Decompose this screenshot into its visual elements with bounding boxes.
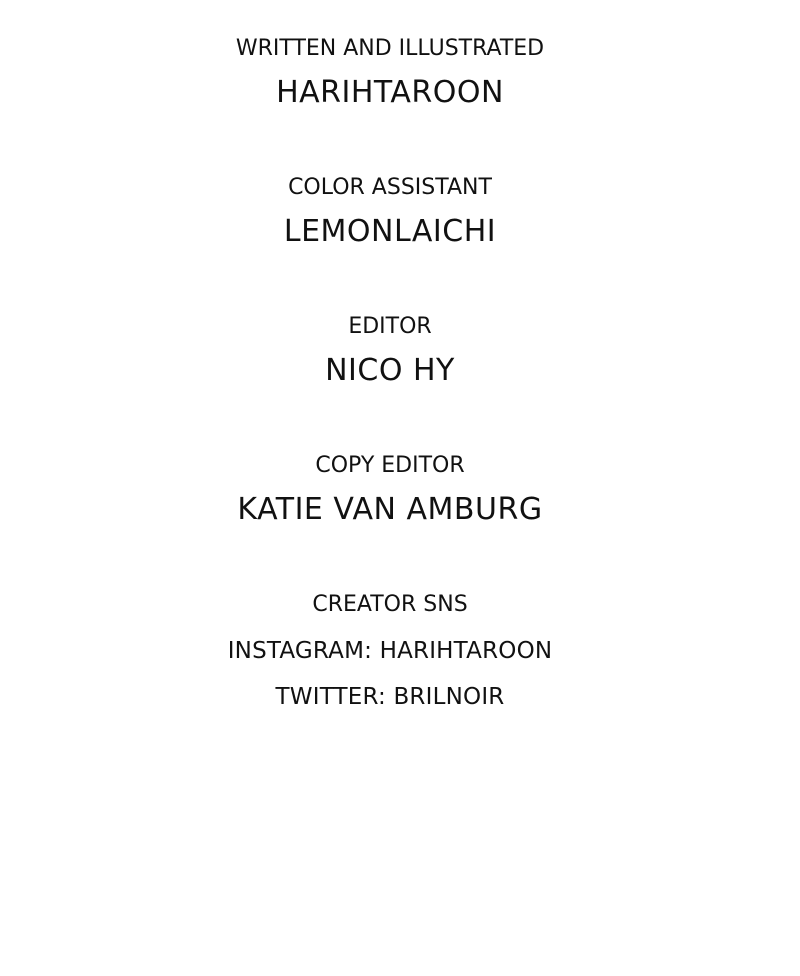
credit-role-written-and-illustrated: WRITTEN AND ILLUSTRATED	[235, 36, 545, 61]
credit-role-copy-editor: COPY EDITOR	[315, 453, 465, 478]
creator-sns-heading: CREATOR SNS	[312, 592, 468, 617]
instagram-handle: INSTAGRAM: HARIHTAROON	[227, 638, 553, 664]
credit-name-katie-van-amburg: KATIE VAN AMBURG	[237, 492, 543, 527]
credit-name-lemonlaichi: LEMONLAICHI	[283, 214, 497, 249]
twitter-handle: TWITTER: BRILNOIR	[275, 684, 505, 710]
credit-role-color-assistant: COLOR ASSISTANT	[288, 175, 492, 200]
credit-role-editor: EDITOR	[348, 314, 432, 339]
credit-name-harihtaroon: HARIHTAROON	[276, 75, 504, 110]
credit-name-nico-hy: NICO HY	[325, 353, 455, 388]
